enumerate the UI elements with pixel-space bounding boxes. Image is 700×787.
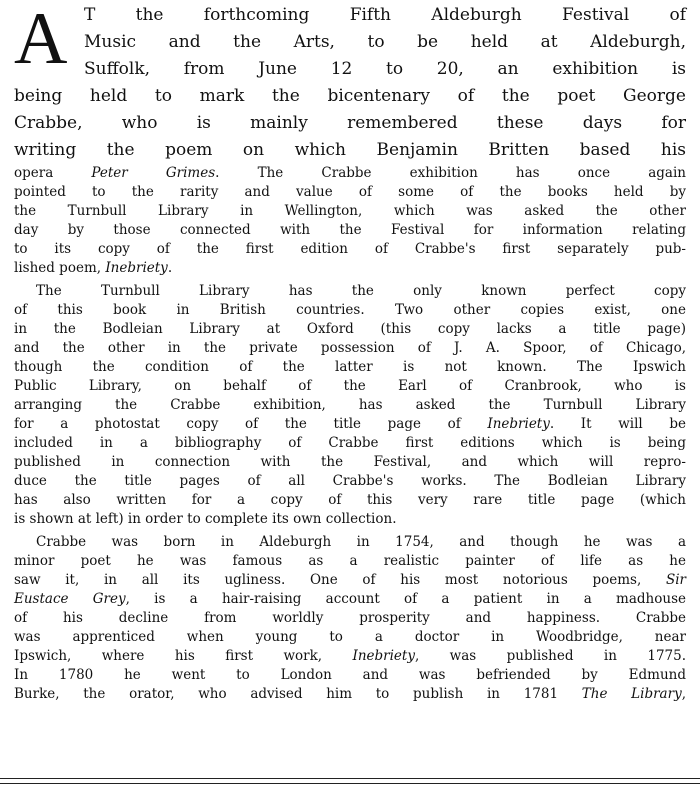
paragraph-perfect-copy <box>14 282 686 529</box>
text-line: though the condition of the latter is not known. The Ipswich <box>14 359 686 375</box>
drop-cap-letter: A <box>14 0 68 80</box>
title-peter-grimes: Peter Grimes <box>91 165 216 181</box>
text-line: for a photostat copy of the title page of Inebriety. It will be <box>14 416 686 432</box>
text-line: duce the title pages of all Crabbe's works. The Bodleian Library <box>14 473 686 489</box>
text-line: The Turnbull Library has the only known perfect copy <box>36 283 686 299</box>
text-line: was apprenticed when young to a doctor in Woodbridge, near <box>14 629 686 645</box>
lead-paragraph <box>14 2 686 164</box>
bottom-rule <box>0 778 700 779</box>
text-line: pointed to the rarity and value of some of the books held by <box>14 184 686 200</box>
text-line: in the Bodleian Library at Oxford (this copy lacks a title page) <box>14 321 686 337</box>
bottom-rule-lower <box>0 783 700 784</box>
title-sir-eustace-grey: Sir <box>665 572 686 588</box>
text-line: Crabbe, who is mainly remembered these days for <box>14 113 686 133</box>
paragraph-turnbull-copy <box>14 164 686 278</box>
text-line: of this book in British countries. Two other copies exist, one <box>14 302 686 318</box>
text-line: being held to mark the bicentenary of the poet George <box>14 86 686 106</box>
title-inebriety: Inebriety <box>352 648 415 664</box>
text-line: Suffolk, from June 12 to 20, an exhibition is <box>84 59 686 79</box>
text-line: the Turnbull Library in Wellington, which was asked the other <box>14 203 686 219</box>
text-line: Music and the Arts, to be held at Aldeburgh, <box>84 32 686 52</box>
title-inebriety: Inebriety <box>487 416 550 432</box>
text-line: Burke, the orator, who advised him to publish in 1781 The Library, <box>14 686 686 702</box>
text-line: of his decline from worldly prosperity and happiness. Crabbe <box>14 610 686 626</box>
title-sir-eustace-grey: Eustace Grey <box>14 591 126 607</box>
text-line: and the other in the private possession of J. A. Spoor, of Chicago, <box>14 340 686 356</box>
text-line: Ipswich, where his first work, Inebriety, was published in 1775. <box>14 648 687 664</box>
text-line: has also written for a copy of this very rare title page (which <box>14 492 686 508</box>
title-the-library: The Library <box>581 686 682 702</box>
text-line: saw it, in all its ugliness. One of his most notorious poems, Sir <box>14 572 686 588</box>
text-line: arranging the Crabbe exhibition, has asked the Turnbull Library <box>14 397 686 413</box>
title-inebriety: Inebriety <box>105 260 168 276</box>
text-line: T the forthcoming Fifth Aldeburgh Festival of <box>84 5 686 25</box>
text-line: writing the poem on which Benjamin Britten based his <box>14 140 686 160</box>
text-line: Eustace Grey, is a hair-raising account of a patient in a madhouse <box>14 591 686 607</box>
text-line: Crabbe was born in Aldeburgh in 1754, and though he was a <box>36 534 686 550</box>
paragraph-crabbe-biography <box>14 533 686 704</box>
text-line: published in connection with the Festival, and which will repro- <box>14 454 686 470</box>
text-line: minor poet he was famous as a realistic painter of life as he <box>14 553 686 569</box>
text-line: lished poem, Inebriety. <box>14 260 173 276</box>
text-line: day by those connected with the Festival for information relating <box>14 222 686 238</box>
text-line: to its copy of the first edition of Crabbe's first separately pub- <box>14 241 686 257</box>
text-line: In 1780 he went to London and was befriended by Edmund <box>14 667 686 683</box>
text-line: is shown at left) in order to complete its own collection. <box>14 511 397 527</box>
text-line: included in a bibliography of Crabbe first editions which is being <box>14 435 686 451</box>
text-line: opera Peter Grimes. The Crabbe exhibition has once again <box>14 165 686 181</box>
text-line: Public Library, on behalf of the Earl of Cranbrook, who is <box>14 378 686 394</box>
